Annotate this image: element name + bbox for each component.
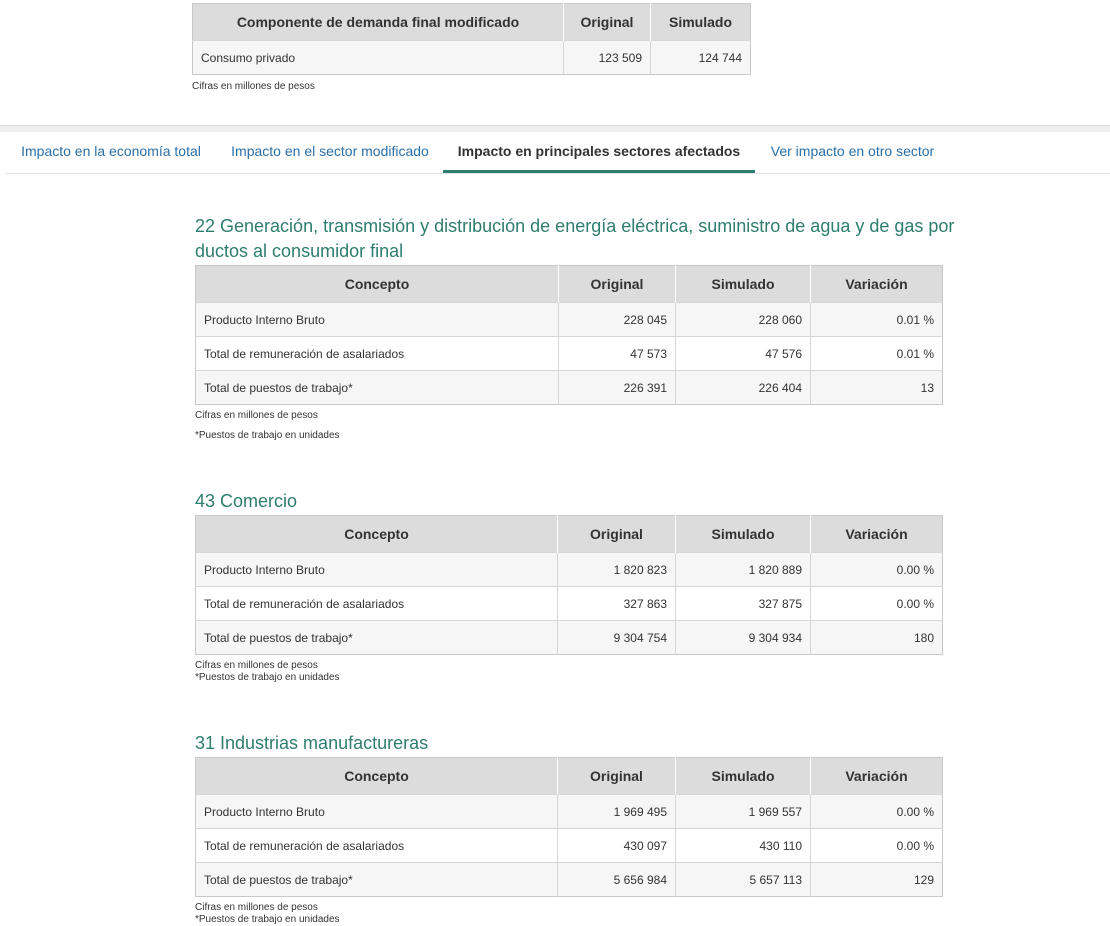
value-simulado: 228 060 [676, 303, 811, 337]
row-label: Consumo privado [193, 41, 564, 75]
value-original: 47 573 [559, 337, 676, 371]
jobs-note: *Puestos de trabajo en unidades [195, 914, 340, 925]
value-simulado: 1 969 557 [676, 795, 811, 829]
table-row [196, 863, 943, 897]
value-variacion: 0.01 % [811, 337, 943, 371]
units-note: Cifras en millones de pesos [195, 902, 318, 913]
table-row [196, 337, 943, 371]
column-header-concepto: Concepto [196, 266, 559, 303]
row-label: Total de puestos de trabajo* [196, 863, 558, 897]
jobs-note: *Puestos de trabajo en unidades [195, 430, 340, 441]
table-row [196, 621, 943, 655]
value-simulado: 5 657 113 [676, 863, 811, 897]
value-variacion: 0.01 % [811, 303, 943, 337]
table-row [196, 553, 943, 587]
table-header-row [196, 266, 943, 303]
section-title-31: 31 Industrias manufactureras [195, 733, 429, 753]
sector-43-table [195, 515, 943, 655]
row-label: Total de remuneración de asalariados [196, 829, 558, 863]
column-header-simulado: Simulado [651, 4, 751, 41]
table-row [196, 829, 943, 863]
value-variacion: 180 [811, 621, 943, 655]
row-label: Producto Interno Bruto [196, 795, 558, 829]
value-original: 228 045 [559, 303, 676, 337]
tab-principales-sectores[interactable]: Impacto en principales sectores afectados [443, 131, 755, 173]
column-header-variacion: Variación [811, 266, 943, 303]
row-label: Total de remuneración de asalariados [196, 587, 558, 621]
table-row [196, 795, 943, 829]
value-variacion: 0.00 % [811, 795, 943, 829]
tab-sector-modificado[interactable]: Impacto en el sector modificado [231, 143, 429, 159]
section-title-22: 22 Generación, transmisión y distribución de energía eléctrica, suministro de agua y de gas por ductos al consumidor final [195, 216, 955, 261]
value-simulado: 9 304 934 [676, 621, 811, 655]
value-simulado: 1 820 889 [676, 553, 811, 587]
row-label: Total de puestos de trabajo* [196, 621, 558, 655]
section-title-43: 43 Comercio [195, 491, 298, 511]
value-variacion: 0.00 % [811, 829, 943, 863]
value-simulado: 124 744 [651, 41, 751, 75]
table-row [193, 41, 751, 75]
value-simulado: 327 875 [676, 587, 811, 621]
column-header-simulado: Simulado [676, 758, 811, 795]
value-simulado: 47 576 [676, 337, 811, 371]
table-row [196, 303, 943, 337]
column-header-concepto: Concepto [196, 758, 558, 795]
row-label: Total de puestos de trabajo* [196, 371, 559, 405]
table-header-row [196, 516, 943, 553]
table-header-row [196, 758, 943, 795]
value-variacion: 0.00 % [811, 553, 943, 587]
value-original: 226 391 [559, 371, 676, 405]
value-original: 5 656 984 [558, 863, 676, 897]
jobs-note: *Puestos de trabajo en unidades [195, 672, 340, 683]
value-variacion: 129 [811, 863, 943, 897]
units-note: Cifras en millones de pesos [195, 410, 318, 421]
value-original: 327 863 [558, 587, 676, 621]
units-note: Cifras en millones de pesos [195, 660, 318, 671]
row-label: Producto Interno Bruto [196, 553, 558, 587]
sector-22-table [195, 265, 943, 405]
row-label: Total de remuneración de asalariados [196, 337, 559, 371]
column-header-variacion: Variación [811, 758, 943, 795]
units-note: Cifras en millones de pesos [192, 81, 315, 92]
value-original: 1 969 495 [558, 795, 676, 829]
column-header-original: Original [559, 266, 676, 303]
tab-economia-total[interactable]: Impacto en la economía total [21, 143, 201, 159]
tab-otro-sector[interactable]: Ver impacto en otro sector [770, 143, 935, 159]
table-row [196, 371, 943, 405]
column-header-componente: Componente de demanda final modificado [193, 4, 564, 41]
column-header-simulado: Simulado [676, 516, 811, 553]
value-variacion: 13 [811, 371, 943, 405]
column-header-original: Original [564, 4, 651, 41]
impact-tabs [6, 131, 1110, 174]
column-header-variacion: Variación [811, 516, 943, 553]
value-simulado: 226 404 [676, 371, 811, 405]
value-original: 430 097 [558, 829, 676, 863]
column-header-simulado: Simulado [676, 266, 811, 303]
sector-31-table [195, 757, 943, 897]
column-header-original: Original [558, 516, 676, 553]
column-header-concepto: Concepto [196, 516, 558, 553]
value-original: 123 509 [564, 41, 651, 75]
demand-component-table [192, 3, 751, 75]
value-simulado: 430 110 [676, 829, 811, 863]
table-row [196, 587, 943, 621]
row-label: Producto Interno Bruto [196, 303, 559, 337]
table-header-row [193, 4, 751, 41]
value-variacion: 0.00 % [811, 587, 943, 621]
column-header-original: Original [558, 758, 676, 795]
value-original: 9 304 754 [558, 621, 676, 655]
value-original: 1 820 823 [558, 553, 676, 587]
